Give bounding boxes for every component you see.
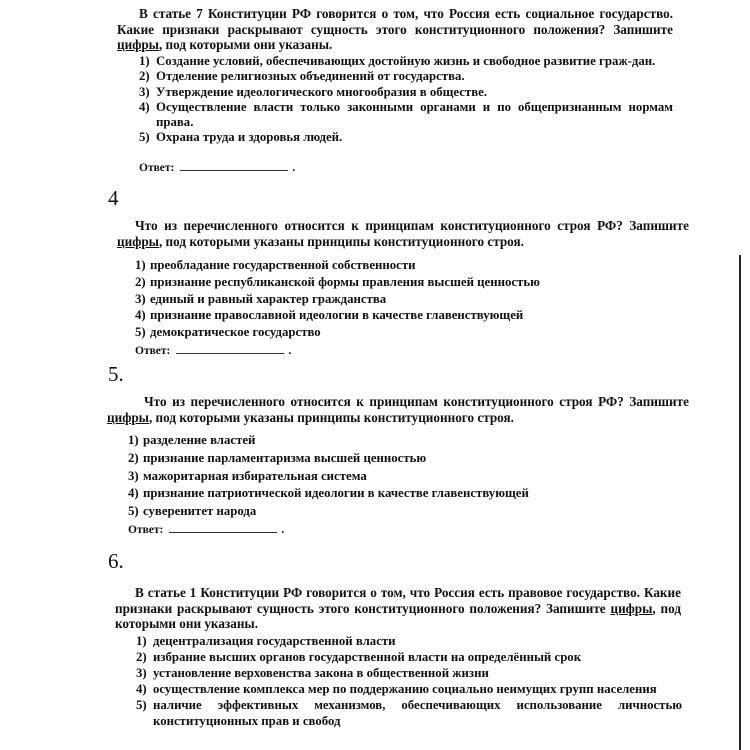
option	[135, 291, 695, 308]
option-number: 4)	[128, 486, 139, 501]
question-6-text-end: , под которыми они указаны.	[115, 600, 682, 631]
question-3-text-part: В статье 7 Конституции РФ говорится о том, что Россия есть социальное государство. Какие признаки раскрывают сущность этого конституционного положения? Запишите	[117, 6, 673, 37]
option	[136, 681, 682, 697]
option-text: установление верховенства закона в общественной жизни	[153, 666, 489, 680]
answer-end: .	[292, 162, 296, 174]
option-text: единый и равный характер гражданства	[150, 291, 387, 306]
option-number: 5)	[139, 130, 150, 145]
option-text: Осуществление власти только законными органами и по общепризнанным нормам права.	[156, 99, 673, 130]
option-text: демократическое государство	[150, 325, 321, 340]
option	[135, 257, 695, 274]
question-3-text-end: , под которыми они указаны.	[158, 37, 333, 52]
option-text: Создание условий, обеспечивающих достойную жизнь и свободное развитие граж-дан.	[156, 54, 656, 68]
option-number: 3)	[128, 468, 139, 483]
option-number: 2)	[128, 450, 139, 465]
question-6-text-part: В статье 1 Конституции РФ говорится о том, что Россия есть правовое государство. Какие признаки раскрывают сущность этого конституционного положения? Запишите	[115, 585, 681, 616]
option-text: признание парламентаризма высшей ценностью	[143, 450, 427, 465]
question-6-options	[136, 633, 682, 729]
option-number: 4)	[139, 99, 150, 114]
option	[128, 485, 688, 503]
question-5-number: 5.	[108, 362, 124, 386]
option	[139, 100, 673, 131]
option-text: осуществление комплекса мер по поддержанию социально неимущих групп населения	[153, 682, 657, 696]
option-number: 1)	[139, 54, 150, 68]
answer-label: Ответ:	[139, 162, 175, 174]
option-text: мажоритарная избирательная система	[143, 468, 367, 483]
option-number: 4)	[135, 308, 146, 323]
question-3-text	[117, 6, 673, 53]
option-text: признание республиканской формы правления высшей ценностью	[150, 274, 540, 289]
answer-line[interactable]	[176, 346, 284, 354]
option-text: Отделение религиозных объединений от государства.	[156, 69, 465, 84]
option-text: преобладание государственной собственности	[150, 258, 416, 272]
option	[136, 633, 682, 649]
option-number: 3)	[136, 666, 147, 680]
question-5-text	[107, 394, 689, 425]
answer-label: Ответ:	[135, 345, 171, 357]
question-4-text-part: Что из перечисленного относится к принципам конституционного строя РФ? Запишите	[135, 218, 689, 233]
option	[128, 503, 688, 521]
question-4-answer	[135, 345, 291, 357]
question-5-options	[128, 432, 688, 521]
question-5-text-end: , под которыми указаны принципы конституционного строя.	[148, 409, 514, 425]
option-number: 3)	[139, 84, 150, 99]
answer-end: .	[288, 345, 292, 357]
question-5-keyword: цифры	[107, 409, 149, 425]
option-number: 2)	[135, 274, 146, 289]
option-text: избрание высших органов государственной власти на определённый срок	[153, 650, 582, 664]
option-text: Охрана труда и здоровья людей.	[156, 130, 343, 145]
option	[139, 54, 673, 69]
option	[139, 69, 673, 84]
question-4-options	[135, 257, 695, 341]
option-number: 5)	[128, 504, 139, 519]
option	[135, 324, 695, 341]
option	[136, 649, 682, 665]
option-text: суверенитет народа	[143, 504, 257, 519]
question-6-number: 6.	[108, 549, 124, 573]
question-3-keyword: цифры	[117, 37, 159, 52]
answer-end: .	[281, 524, 285, 536]
option	[128, 468, 688, 486]
option-text: разделение властей	[143, 433, 256, 447]
option	[135, 274, 695, 291]
option-number: 5)	[136, 698, 147, 712]
question-6-keyword: цифры	[610, 600, 653, 616]
question-4-text	[117, 218, 689, 249]
question-5-answer	[128, 524, 284, 536]
question-4-keyword: цифры	[117, 233, 159, 249]
option-text: признание патриотической идеологии в качестве главенствующей	[143, 486, 529, 501]
option	[135, 307, 695, 324]
question-4-number: 4	[108, 186, 119, 210]
option	[136, 665, 682, 681]
question-5-text-part: Что из перечисленного относится к принципам конституционного строя РФ? Запишите	[144, 394, 689, 409]
option	[139, 85, 673, 100]
option-number: 1)	[135, 258, 146, 272]
option-number: 2)	[136, 650, 147, 664]
option-number: 5)	[135, 325, 146, 340]
answer-line[interactable]	[169, 525, 277, 533]
option-text: признание православной идеологии в качестве главенствующей	[150, 308, 524, 323]
option-text: децентрализация государственной власти	[153, 634, 396, 648]
answer-label: Ответ:	[128, 524, 164, 536]
option	[139, 130, 673, 145]
option	[136, 697, 682, 729]
option-number: 2)	[139, 69, 150, 84]
question-6-text	[115, 585, 681, 632]
question-3-answer	[139, 162, 295, 174]
option	[128, 432, 688, 450]
option	[128, 450, 688, 468]
option-number: 1)	[136, 634, 147, 648]
page-edge-line	[739, 255, 741, 750]
option-text: Утверждение идеологического многообразия в обществе.	[156, 84, 488, 99]
question-3-options	[139, 54, 673, 146]
question-4-text-end: , под которыми указаны принципы конституционного строя.	[158, 233, 524, 249]
option-number: 1)	[128, 433, 139, 447]
option-text: наличие эффективных механизмов, обеспечивающих использование личностью конституционных прав и свобод	[153, 698, 682, 728]
answer-line[interactable]	[180, 163, 288, 171]
option-number: 3)	[135, 291, 146, 306]
option-number: 4)	[136, 682, 147, 696]
